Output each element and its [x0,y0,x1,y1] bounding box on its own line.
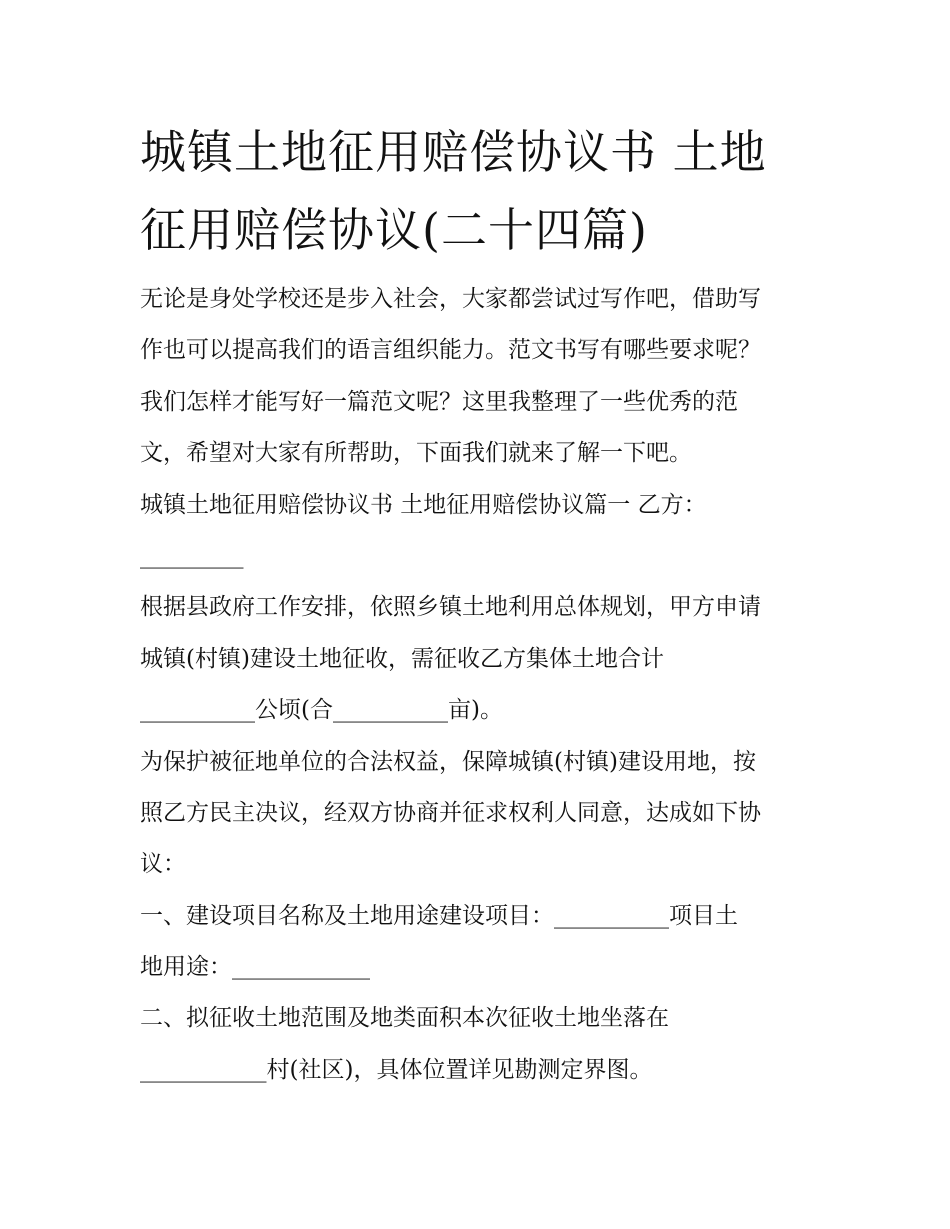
body-line: 二、拟征收土地范围及地类面积本次征收土地坐落在 [140,1005,669,1032]
body-line: 文，希望对大家有所帮助，下面我们就来了解一下吧。 [140,440,692,467]
body-line: 一、建设项目名称及土地用途建设项目：__________项目土 [140,902,738,929]
body-line: 议： [140,851,186,878]
body-line: 城镇土地征用赔偿协议书 土地征用赔偿协议篇一 乙方： [140,491,707,518]
body-line: _________ [140,542,244,569]
body-line: 我们怎样才能写好一篇范文呢？这里我整理了一些优秀的范 [140,388,738,415]
title-line-2: 征用赔偿协议(二十四篇) [140,203,648,257]
body-line: 作也可以提高我们的语言组织能力。范文书写有哪些要求呢？ [140,337,761,364]
body-line: 无论是身处学校还是步入社会，大家都尝试过写作吧，借助写 [140,286,761,312]
body-line: __________公顷(合__________亩)。 [140,697,503,724]
document-title [140,113,820,269]
body-line: 地用途：____________ [140,954,370,981]
title-line-1: 城镇土地征用赔偿协议书 土地 [140,125,767,179]
body-line: 根据县政府工作安排，依照乡镇土地利用总体规划，甲方申请 [140,594,761,621]
body-line: 城镇(村镇)建设土地征收，需征收乙方集体土地合计 [140,645,664,672]
body-line: 照乙方民主决议，经双方协商并征求权利人同意，达成如下协 [140,799,761,826]
body-line: 为保护被征地单位的合法权益，保障城镇(村镇)建设用地，按 [140,748,756,775]
document-body [140,274,830,1096]
body-line: ___________村(社区)，具体位置详见勘测定界图。 [140,1056,653,1083]
